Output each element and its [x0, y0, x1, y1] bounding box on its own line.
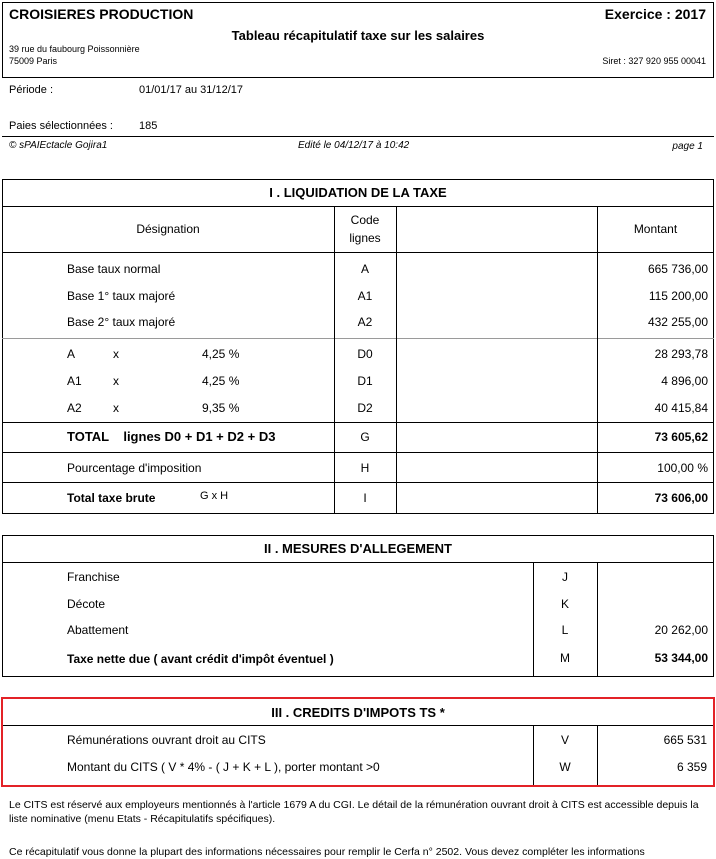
allegement-code: J [562, 570, 568, 584]
rate-amount: 40 415,84 [654, 401, 708, 415]
rate-code: D1 [357, 374, 373, 388]
col-designation: Désignation [136, 222, 200, 236]
address-line2: 75009 Paris [9, 56, 58, 66]
nette-label: Taxe nette due ( avant crédit d'impôt éventuel ) [67, 652, 334, 666]
credits-label: Rémunérations ouvrant droit au CITS [67, 733, 266, 747]
rate-code: D2 [357, 401, 373, 415]
pourcentage-code: H [360, 461, 370, 475]
base-code: A2 [357, 315, 373, 329]
nette-amount: 53 344,00 [654, 651, 708, 665]
rate-times: x [113, 374, 119, 388]
allegement-code: L [561, 623, 569, 637]
base-amount: 115 200,00 [648, 289, 708, 303]
col-code-1: Code [350, 213, 380, 227]
info-divider [2, 136, 714, 137]
company-name: CROISIERES PRODUCTION [9, 6, 194, 22]
credits-amount: 6 359 [676, 760, 707, 774]
section-liquidation-title: I . LIQUIDATION DE LA TAXE [269, 185, 447, 200]
base-amount: 665 736,00 [647, 262, 708, 276]
brute-amount: 73 606,00 [654, 491, 708, 505]
base-amount: 432 255,00 [647, 315, 708, 329]
total-label: TOTAL lignes D0 + D1 + D2 + D3 [67, 429, 276, 444]
allegement-label: Abattement [67, 623, 129, 637]
allegement-label: Décote [67, 597, 106, 611]
pourcentage-label: Pourcentage d'imposition [67, 461, 202, 475]
rate-value: 9,35 % [202, 401, 240, 415]
periode-value: 01/01/17 au 31/12/17 [139, 84, 243, 96]
total-code: G [360, 430, 370, 444]
allegement-amount: 20 262,00 [654, 623, 708, 637]
credits-code: W [559, 760, 571, 774]
rate-base: A [67, 347, 76, 361]
credits-label: Montant du CITS ( V * 4% - ( J + K + L ), porter montant >0 [67, 760, 380, 774]
rate-value: 4,25 % [202, 347, 240, 361]
exercice-label: Exercice : 2017 [604, 6, 706, 22]
section-credits-title: III . CREDITS D'IMPOTS TS * [271, 705, 445, 720]
rate-code: D0 [357, 347, 373, 361]
address-line1: 39 rue du faubourg Poissonnière [9, 44, 140, 54]
base-code: A1 [357, 289, 373, 303]
nette-code: M [560, 651, 570, 665]
paies-label: Paies sélectionnées : [9, 120, 113, 132]
rate-amount: 4 896,00 [661, 374, 708, 388]
note-cerfa: Ce récapitulatif vous donne la plupart des informations nécessaires pour remplir le Cerfa n° 2502. Vous devez compléter les informations [9, 846, 645, 858]
document-title: Tableau récapitulatif taxe sur les salaires [231, 28, 485, 43]
brute-label: Total taxe brute [67, 491, 156, 505]
rate-base: A2 [67, 401, 82, 415]
rate-times: x [113, 401, 119, 415]
base-label: Base 2° taux majoré [67, 315, 176, 329]
base-label: Base 1° taux majoré [67, 289, 176, 303]
brute-code: I [363, 491, 367, 505]
base-code: A [360, 262, 369, 276]
total-amount: 73 605,62 [654, 430, 708, 444]
credits-code: V [560, 733, 569, 747]
pourcentage-amount: 100,00 % [657, 461, 708, 475]
rate-base: A1 [67, 374, 82, 388]
periode-label: Période : [9, 84, 54, 96]
paies-value: 185 [139, 120, 158, 132]
base-label: Base taux normal [67, 262, 161, 276]
allegement-code: K [560, 597, 569, 611]
col-code-2: lignes [349, 231, 381, 245]
edited-date: Edité le 04/12/17 à 10:42 [298, 140, 410, 151]
credits-amount: 665 531 [663, 733, 707, 747]
allegement-label: Franchise [67, 570, 120, 584]
note-cits: Le CITS est réservé aux employeurs mentionnés à l'article 1679 A du CGI. Le détail de la rémunération ouvrant droit à CITS est accessible depuis la liste nominative (menu Etats - Récapitulatifs spécifiques). [9, 799, 699, 825]
brute-formula: G x H [200, 490, 229, 502]
rate-times: x [113, 347, 119, 361]
siret: Siret : 327 920 955 00041 [602, 56, 706, 66]
software-credit: © sPAIEctacle Gojira1 [9, 140, 108, 151]
page-number: page 1 [672, 141, 703, 152]
col-montant: Montant [633, 222, 678, 236]
rate-value: 4,25 % [202, 374, 240, 388]
rate-amount: 28 293,78 [654, 347, 708, 361]
section-allegement-title: II . MESURES D'ALLEGEMENT [264, 541, 452, 556]
